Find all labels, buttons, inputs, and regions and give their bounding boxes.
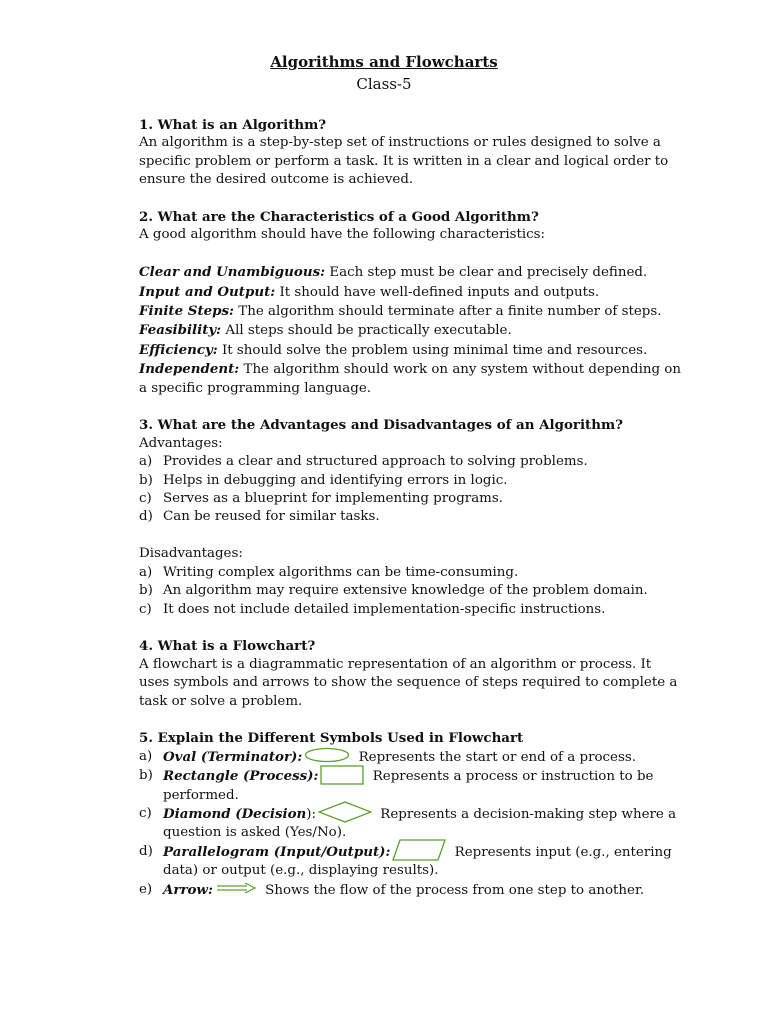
q4-heading: 4. What is a Flowchart? [139,638,316,655]
advantage-item [139,453,684,471]
characteristic-item [139,360,684,398]
list-marker: b) [139,768,153,784]
characteristic-text: Each step must be clear and precisely defined. [325,265,648,281]
symbol-item-diamond [139,805,684,843]
parallelogram-input-output-icon [392,839,446,861]
q1-body: An algorithm is a step-by-step set of instructions or rules designed to solve a specific problem or perform a task. It is written in a clear and logical order to ensure the desired outcome is achieved. [139,135,669,188]
list-marker: c) [139,601,152,617]
symbol-item-parallelogram [139,843,684,881]
disadvantage-text: It does not include detailed implementation-specific instructions. [163,601,606,617]
symbol-text: Represents the start or end of a process. [354,749,636,765]
symbol-term: Diamond (Decision [163,805,307,822]
advantage-item [139,472,684,490]
oval-terminator-icon [304,747,350,763]
list-marker: c) [139,491,152,507]
q3-heading: 3. What are the Advantages and Disadvantages of an Algorithm? [139,417,623,434]
symbol-item-arrow [139,881,684,900]
symbol-term: Oval (Terminator): [163,748,303,765]
symbol-item-oval [139,748,684,767]
characteristic-item [139,302,684,321]
diamond-decision-icon [318,801,372,823]
characteristic-term: Independent: [139,361,240,378]
list-marker: a) [139,454,153,470]
symbol-text: Represents a decision-making step where a question is asked (Yes/No). [163,806,677,841]
symbol-term: Parallelogram (Input/Output): [163,843,391,860]
advantage-text: Can be reused for similar tasks. [163,509,380,525]
characteristic-item [139,283,684,302]
arrow-flow-icon [215,882,257,894]
list-marker: a) [139,748,153,764]
list-marker: c) [139,805,152,821]
q5-heading: 5. Explain the Different Symbols Used in Flowchart [139,730,524,747]
symbol-term: Arrow: [163,881,213,898]
advantage-item [139,490,684,508]
document-subtitle: Class-5 [356,75,412,93]
disadvantage-item [139,601,684,619]
characteristic-item [139,263,684,282]
disadvantage-text: Writing complex algorithms can be time-consuming. [163,564,519,580]
disadvantage-item [139,582,684,600]
symbol-text: Represents input (e.g., entering data) or output (e.g., displaying results). [163,844,672,879]
characteristic-text: It should solve the problem using minimal time and resources. [217,342,648,358]
characteristic-item [139,321,684,340]
advantage-text: Provides a clear and structured approach to solving problems. [163,454,588,470]
list-marker: b) [139,583,153,599]
advantages-label: Advantages: [139,435,223,451]
disadvantage-text: An algorithm may require extensive knowledge of the problem domain. [163,583,648,599]
symbol-item-rectangle [139,767,684,805]
disadvantages-label: Disadvantages: [139,546,243,562]
q2-heading: 2. What are the Characteristics of a Good Algorithm? [139,209,539,226]
advantage-item [139,508,684,526]
document-title: Algorithms and Flowcharts [270,53,498,71]
characteristic-text: All steps should be practically executable. [221,323,512,339]
symbol-text: Shows the flow of the process from one step to another. [260,882,645,898]
symbol-text: Represents a process or instruction to be performed. [163,769,654,803]
q1-heading: 1. What is an Algorithm? [139,117,327,133]
advantage-text: Helps in debugging and identifying errors in logic. [163,472,508,488]
rectangle-process-icon [320,765,364,785]
characteristic-text: The algorithm should terminate after a finite number of steps. [234,304,662,320]
characteristic-term: Finite Steps: [139,303,235,320]
characteristic-term: Input and Output: [139,283,276,300]
characteristic-term: Clear and Unambiguous: [139,264,326,281]
list-marker: d) [139,509,153,525]
symbol-term: Rectangle (Process): [163,768,319,785]
list-marker: b) [139,472,153,488]
characteristic-term: Feasibility: [139,322,222,339]
q4-body: A flowchart is a diagrammatic representation of an algorithm or process. It uses symbols and arrows to show the sequence of steps required to complete a task or solve a problem. [139,656,678,709]
list-marker: a) [139,564,153,580]
advantage-text: Serves as a blueprint for implementing programs. [163,491,504,507]
characteristic-text: The algorithm should work on any system without depending on a specific programming language. [139,362,681,396]
characteristic-item [139,341,684,360]
list-marker: e) [139,881,153,897]
q2-intro: A good algorithm should have the following characteristics: [139,227,546,243]
disadvantage-item [139,564,684,582]
characteristic-text: It should have well-defined inputs and outputs. [275,284,600,300]
document-body [139,116,684,900]
list-marker: d) [139,843,153,859]
characteristic-term: Efficiency: [139,341,218,358]
symbol-term-tail: ): [306,806,316,822]
